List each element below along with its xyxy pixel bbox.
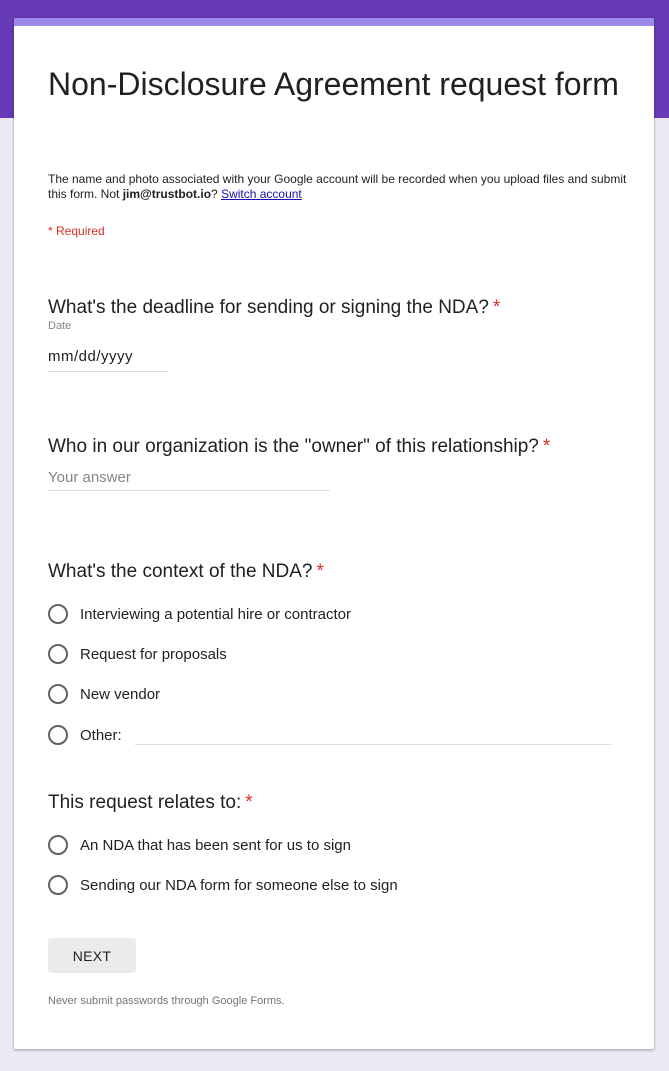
required-asterisk: * <box>316 561 324 582</box>
date-label: Date <box>48 320 72 332</box>
option-label: Request for proposals <box>80 645 227 663</box>
owner-answer-input[interactable] <box>48 464 330 491</box>
switch-account-link[interactable]: Switch account <box>221 187 302 201</box>
other-text-input[interactable] <box>135 744 611 745</box>
required-asterisk: * <box>245 792 253 813</box>
question-deadline <box>48 296 500 320</box>
radio-button[interactable] <box>48 604 68 624</box>
account-notice <box>48 172 628 202</box>
radio-button[interactable] <box>48 835 68 855</box>
question-text: What's the context of the NDA? <box>48 561 313 582</box>
question-text: What's the deadline for sending or signing the NDA? <box>48 297 489 318</box>
context-option-other[interactable] <box>48 723 122 747</box>
context-option-interviewing[interactable] <box>48 602 351 626</box>
radio-button[interactable] <box>48 684 68 704</box>
relates-option-sent-to-us[interactable] <box>48 833 351 857</box>
radio-button[interactable] <box>48 725 68 745</box>
form-card <box>14 18 654 1049</box>
form-title: Non-Disclosure Agreement request form <box>48 66 619 102</box>
required-note: * Required <box>48 224 105 238</box>
required-asterisk: * <box>542 436 551 457</box>
option-label: Other: <box>80 726 122 744</box>
question-context <box>48 560 324 584</box>
option-label: Sending our NDA form for someone else to sign <box>80 876 398 894</box>
notice-text: The name and photo associated with your Google account will be recorded when you upload files and submit this form. Not <box>48 172 627 201</box>
password-warning: Never submit passwords through Google Forms. <box>48 995 285 1007</box>
option-label: An NDA that has been sent for us to sign <box>80 836 351 854</box>
question-relates-to <box>48 791 253 815</box>
context-option-new-vendor[interactable] <box>48 682 160 706</box>
next-button[interactable]: NEXT <box>48 938 136 973</box>
notice-suffix: ? <box>211 187 222 201</box>
relates-option-sending-ours[interactable] <box>48 873 398 897</box>
context-option-rfp[interactable] <box>48 642 227 666</box>
radio-button[interactable] <box>48 644 68 664</box>
card-accent-bar <box>14 18 654 26</box>
question-owner <box>48 435 550 459</box>
option-label: Interviewing a potential hire or contractor <box>80 605 351 623</box>
radio-button[interactable] <box>48 875 68 895</box>
deadline-date-input[interactable]: mm/dd/yyyy <box>48 346 168 372</box>
account-email: jim@trustbot.io <box>122 187 212 201</box>
option-label: New vendor <box>80 685 161 703</box>
question-text: Who in our organization is the "owner" of this relationship? <box>48 436 539 457</box>
question-text: This request relates to: <box>48 792 242 813</box>
required-asterisk: * <box>492 297 501 318</box>
